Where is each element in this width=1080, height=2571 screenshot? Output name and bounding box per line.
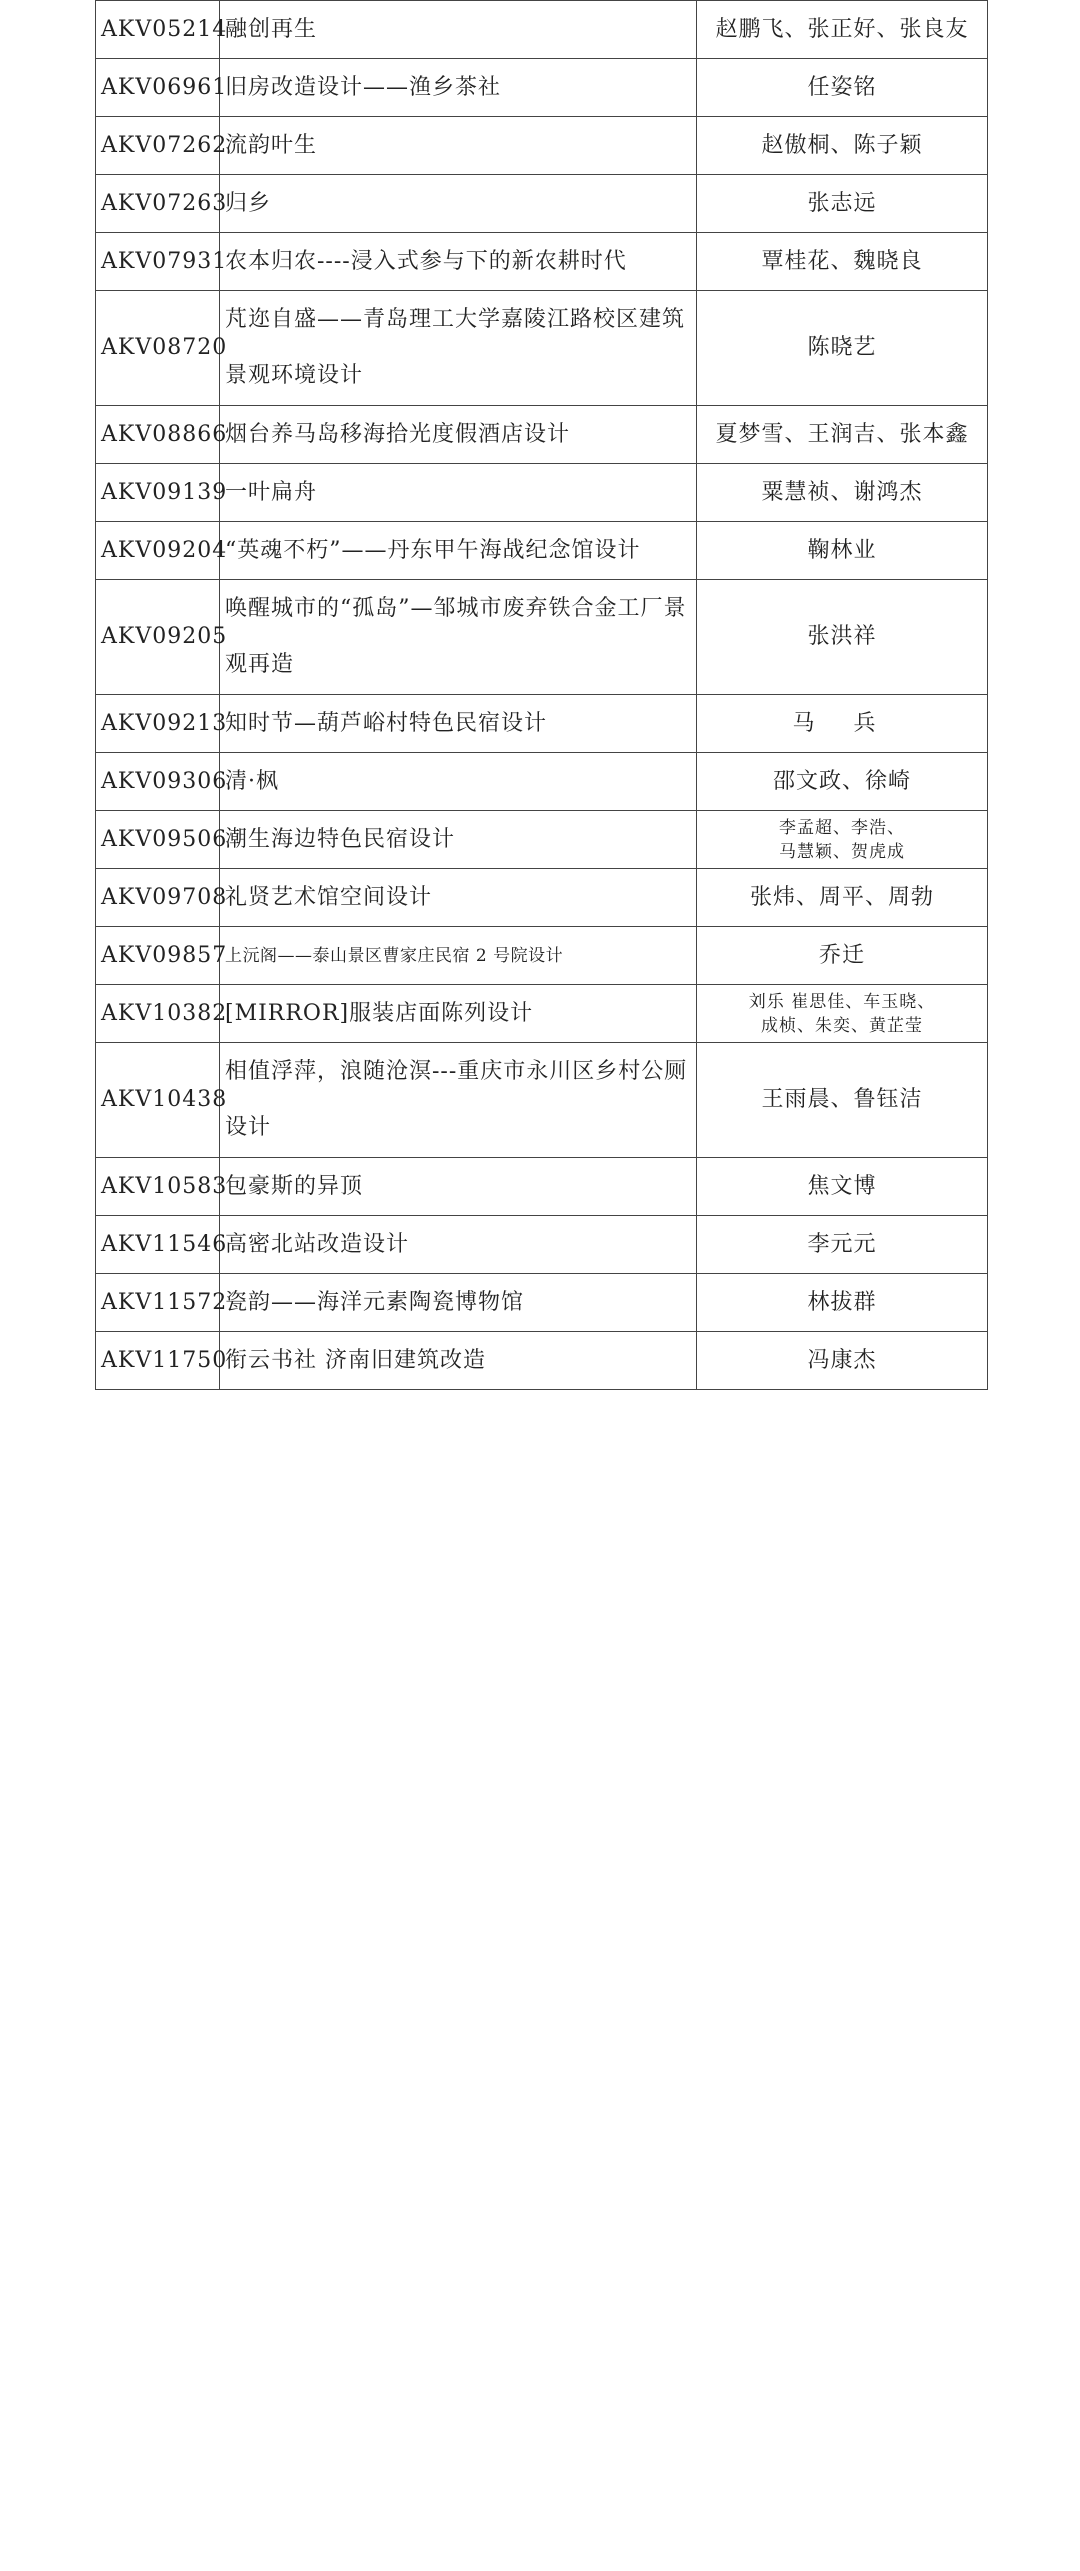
project-authors: 张洪祥 bbox=[697, 580, 988, 695]
project-code: AKV08866 bbox=[96, 406, 220, 464]
project-code: AKV05214 bbox=[96, 1, 220, 59]
project-authors: 赵傲桐、陈子颖 bbox=[697, 117, 988, 175]
project-title: 一叶扁舟 bbox=[220, 464, 697, 522]
project-code: AKV09139 bbox=[96, 464, 220, 522]
project-title: 潮生海边特色民宿设计 bbox=[220, 811, 697, 869]
project-authors: 粟慧祯、谢鸿杰 bbox=[697, 464, 988, 522]
table-row bbox=[96, 406, 988, 464]
project-code: AKV11546 bbox=[96, 1216, 220, 1274]
table-row bbox=[96, 117, 988, 175]
project-authors: 张炜、周平、周勃 bbox=[697, 869, 988, 927]
project-authors: 焦文博 bbox=[697, 1158, 988, 1216]
project-code: AKV09204 bbox=[96, 522, 220, 580]
project-authors: 乔迁 bbox=[697, 927, 988, 985]
table-row bbox=[96, 580, 988, 695]
project-code: AKV09306 bbox=[96, 753, 220, 811]
project-title: “英魂不朽”——丹东甲午海战纪念馆设计 bbox=[220, 522, 697, 580]
project-authors: 夏梦雪、王润吉、张本鑫 bbox=[697, 406, 988, 464]
table-row bbox=[96, 927, 988, 985]
project-list-table bbox=[95, 0, 988, 1390]
project-title: 流韵叶生 bbox=[220, 117, 697, 175]
table-row bbox=[96, 1332, 988, 1390]
project-code: AKV10438 bbox=[96, 1043, 220, 1158]
table-row bbox=[96, 985, 988, 1043]
project-title: 高密北站改造设计 bbox=[220, 1216, 697, 1274]
project-title: 相值浮萍，浪随沧溟---重庆市永川区乡村公厕设计 bbox=[220, 1043, 697, 1158]
table-row bbox=[96, 233, 988, 291]
project-code: AKV11572 bbox=[96, 1274, 220, 1332]
project-code: AKV08720 bbox=[96, 291, 220, 406]
project-title: 农本归农----浸入式参与下的新农耕时代 bbox=[220, 233, 697, 291]
project-title: 唤醒城市的“孤岛”—邹城市废弃铁合金工厂景观再造 bbox=[220, 580, 697, 695]
project-authors: 马 兵 bbox=[697, 695, 988, 753]
table-row bbox=[96, 753, 988, 811]
table-row bbox=[96, 464, 988, 522]
project-code: AKV07263 bbox=[96, 175, 220, 233]
project-code: AKV09213 bbox=[96, 695, 220, 753]
project-title: 瓷韵——海洋元素陶瓷博物馆 bbox=[220, 1274, 697, 1332]
project-authors: 王雨晨、鲁钰洁 bbox=[697, 1043, 988, 1158]
project-code: AKV09857 bbox=[96, 927, 220, 985]
table-row bbox=[96, 1274, 988, 1332]
project-title: 上沅阁——泰山景区曹家庄民宿 2 号院设计 bbox=[220, 927, 697, 985]
project-code: AKV07262 bbox=[96, 117, 220, 175]
project-code: AKV06961 bbox=[96, 59, 220, 117]
project-authors: 赵鹏飞、张正好、张良友 bbox=[697, 1, 988, 59]
project-title: 衔云书社 济南旧建筑改造 bbox=[220, 1332, 697, 1390]
project-authors: 陈晓艺 bbox=[697, 291, 988, 406]
project-code: AKV09506 bbox=[96, 811, 220, 869]
project-title: 知时节—葫芦峪村特色民宿设计 bbox=[220, 695, 697, 753]
project-title: 包豪斯的异顶 bbox=[220, 1158, 697, 1216]
table-row bbox=[96, 1158, 988, 1216]
project-title: 融创再生 bbox=[220, 1, 697, 59]
table-row bbox=[96, 1216, 988, 1274]
project-code: AKV10583 bbox=[96, 1158, 220, 1216]
project-code: AKV09708 bbox=[96, 869, 220, 927]
project-authors: 刘乐 崔思佳、车玉晓、 成桢、朱奕、黄芷莹 bbox=[697, 985, 988, 1043]
project-authors: 林拔群 bbox=[697, 1274, 988, 1332]
project-authors: 鞠林业 bbox=[697, 522, 988, 580]
project-authors: 覃桂花、魏晓良 bbox=[697, 233, 988, 291]
table-row bbox=[96, 695, 988, 753]
project-code: AKV09205 bbox=[96, 580, 220, 695]
project-title: 烟台养马岛移海拾光度假酒店设计 bbox=[220, 406, 697, 464]
project-code: AKV10382 bbox=[96, 985, 220, 1043]
project-code: AKV11750 bbox=[96, 1332, 220, 1390]
table-row bbox=[96, 1, 988, 59]
table-row bbox=[96, 522, 988, 580]
project-authors: 邵文政、徐崎 bbox=[697, 753, 988, 811]
table-row bbox=[96, 869, 988, 927]
table-row bbox=[96, 59, 988, 117]
project-authors: 冯康杰 bbox=[697, 1332, 988, 1390]
project-title: 旧房改造设计——渔乡茶社 bbox=[220, 59, 697, 117]
project-title: 清·枫 bbox=[220, 753, 697, 811]
project-authors: 任姿铭 bbox=[697, 59, 988, 117]
project-code: AKV07931 bbox=[96, 233, 220, 291]
project-title: 芃迩自盛——青岛理工大学嘉陵江路校区建筑景观环境设计 bbox=[220, 291, 697, 406]
project-title: 归乡 bbox=[220, 175, 697, 233]
project-authors: 李孟超、李浩、 马慧颖、贺虎成 bbox=[697, 811, 988, 869]
table-row bbox=[96, 1043, 988, 1158]
project-title: [MIRROR]服装店面陈列设计 bbox=[220, 985, 697, 1043]
table-row bbox=[96, 811, 988, 869]
project-title: 礼贤艺术馆空间设计 bbox=[220, 869, 697, 927]
project-authors: 张志远 bbox=[697, 175, 988, 233]
table-row bbox=[96, 291, 988, 406]
table-row bbox=[96, 175, 988, 233]
project-authors: 李元元 bbox=[697, 1216, 988, 1274]
